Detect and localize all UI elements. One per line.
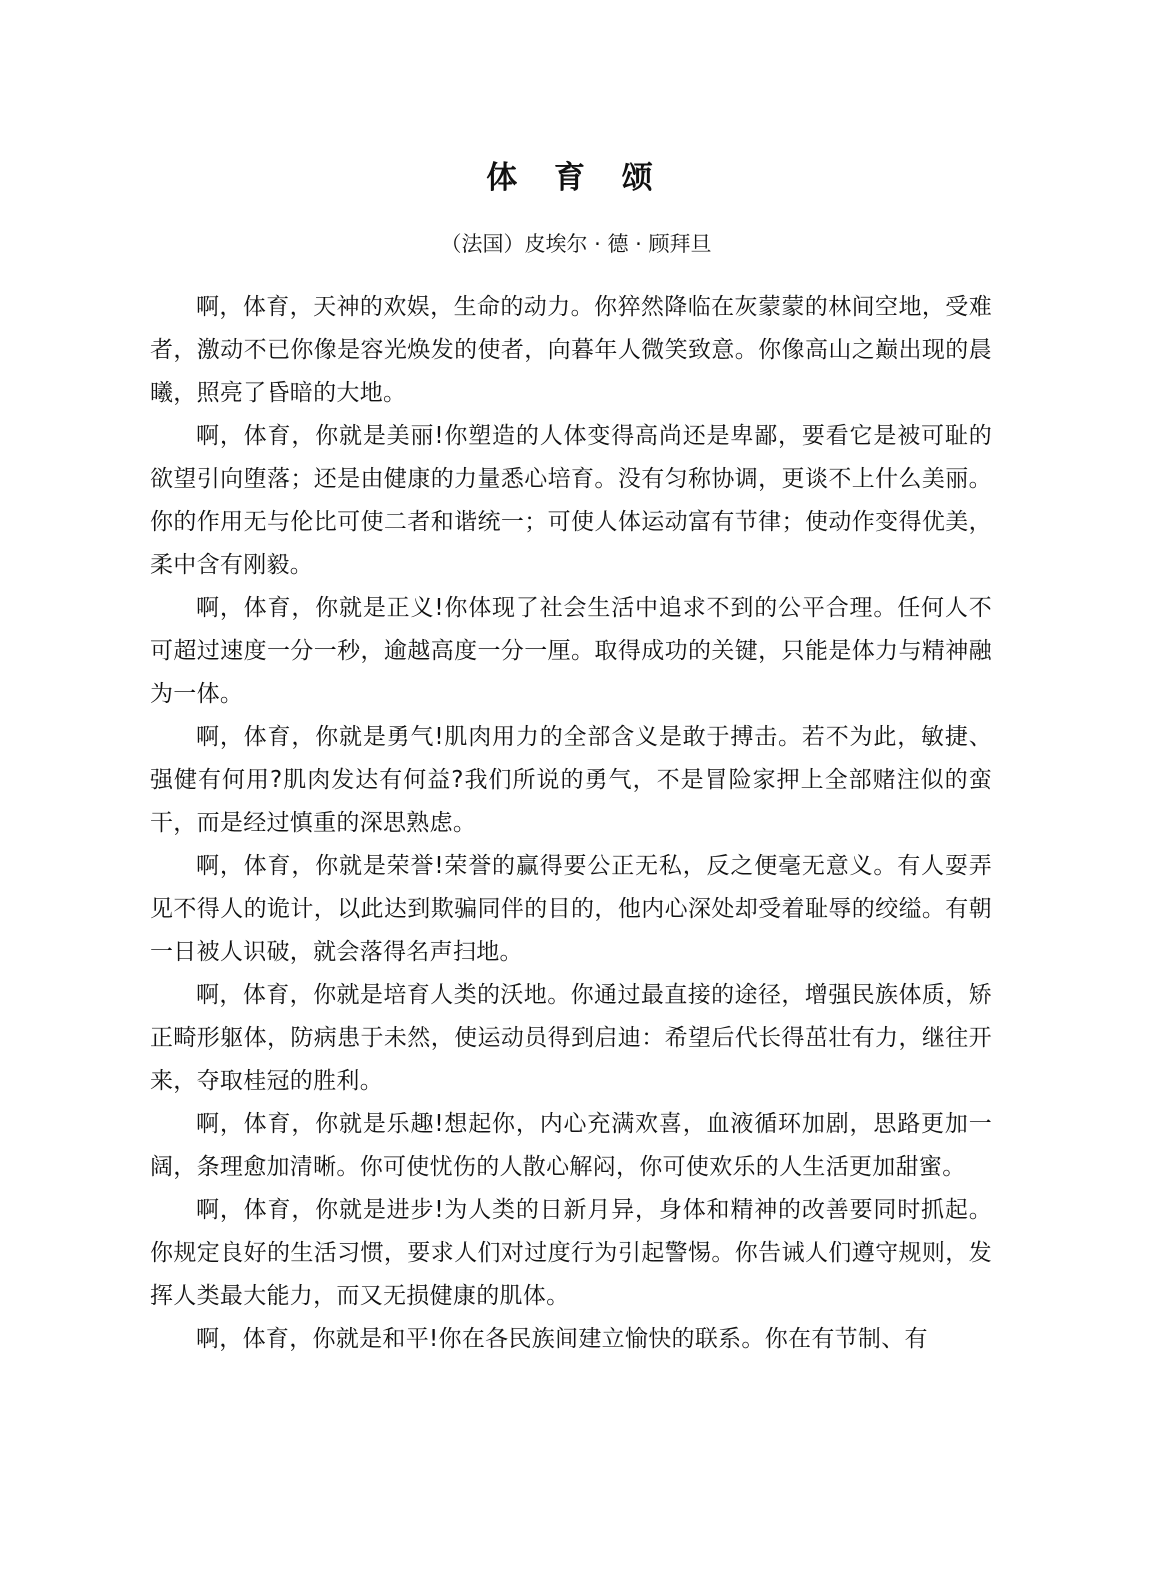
- document-body: [150, 286, 992, 1361]
- paragraph: 啊，体育，你就是培育人类的沃地。你通过最直接的途径，增强民族体质，矫正畸形躯体，防病患于未然，使运动员得到启迪：希望后代长得茁壮有力，继往开来，夺取桂冠的胜利。: [150, 982, 992, 1094]
- paragraph: 啊，体育，你就是美丽!你塑造的人体变得高尚还是卑鄙，要看它是被可耻的欲望引向堕落；还是由健康的力量悉心培育。没有匀称协调，更谈不上什么美丽。你的作用无与伦比可使二者和谐统一；可使人体运动富有节律；使动作变得优美，柔中含有刚毅。: [150, 423, 992, 578]
- paragraph: 啊，体育，你就是乐趣!想起你，内心充满欢喜，血液循环加剧，思路更加一阔，条理愈加清晰。你可使忧伤的人散心解闷，你可使欢乐的人生活更加甜蜜。: [150, 1111, 992, 1180]
- paragraph: 啊，体育，你就是荣誉!荣誉的赢得要公正无私，反之便毫无意义。有人耍弄见不得人的诡计，以此达到欺骗同伴的目的，他内心深处却受着耻辱的绞缢。有朝一日被人识破，就会落得名声扫地。: [150, 853, 992, 965]
- paragraph: 啊，体育，你就是勇气!肌肉用力的全部含义是敢于搏击。若不为此，敏捷、强健有何用?肌肉发达有何益?我们所说的勇气，不是冒险家押上全部赌注似的蛮干，而是经过慎重的深思熟虑。: [150, 724, 992, 836]
- paragraph: 啊，体育，你就是进步!为人类的日新月异，身体和精神的改善要同时抓起。你规定良好的生活习惯，要求人们对过度行为引起警惕。你告诫人们遵守规则，发挥人类最大能力，而又无损健康的肌体。: [150, 1197, 992, 1309]
- document-author: （法国）皮埃尔 · 德 · 顾拜旦: [440, 232, 712, 256]
- paragraph: 啊，体育，你就是和平!你在各民族间建立愉快的联系。你在有节制、有: [196, 1326, 928, 1352]
- paragraph: 啊，体育，你就是正义!你体现了社会生活中追求不到的公平合理。任何人不可超过速度一分一秒，逾越高度一分一厘。取得成功的关键，只能是体力与精神融为一体。: [150, 595, 992, 707]
- paragraph: 啊，体育，天神的欢娱，生命的动力。你猝然降临在灰蒙蒙的林间空地，受难者，激动不已你像是容光焕发的使者，向暮年人微笑致意。你像高山之巅出现的晨曦，照亮了昏暗的大地。: [150, 294, 992, 406]
- document-title: 体 育 颂: [486, 160, 666, 196]
